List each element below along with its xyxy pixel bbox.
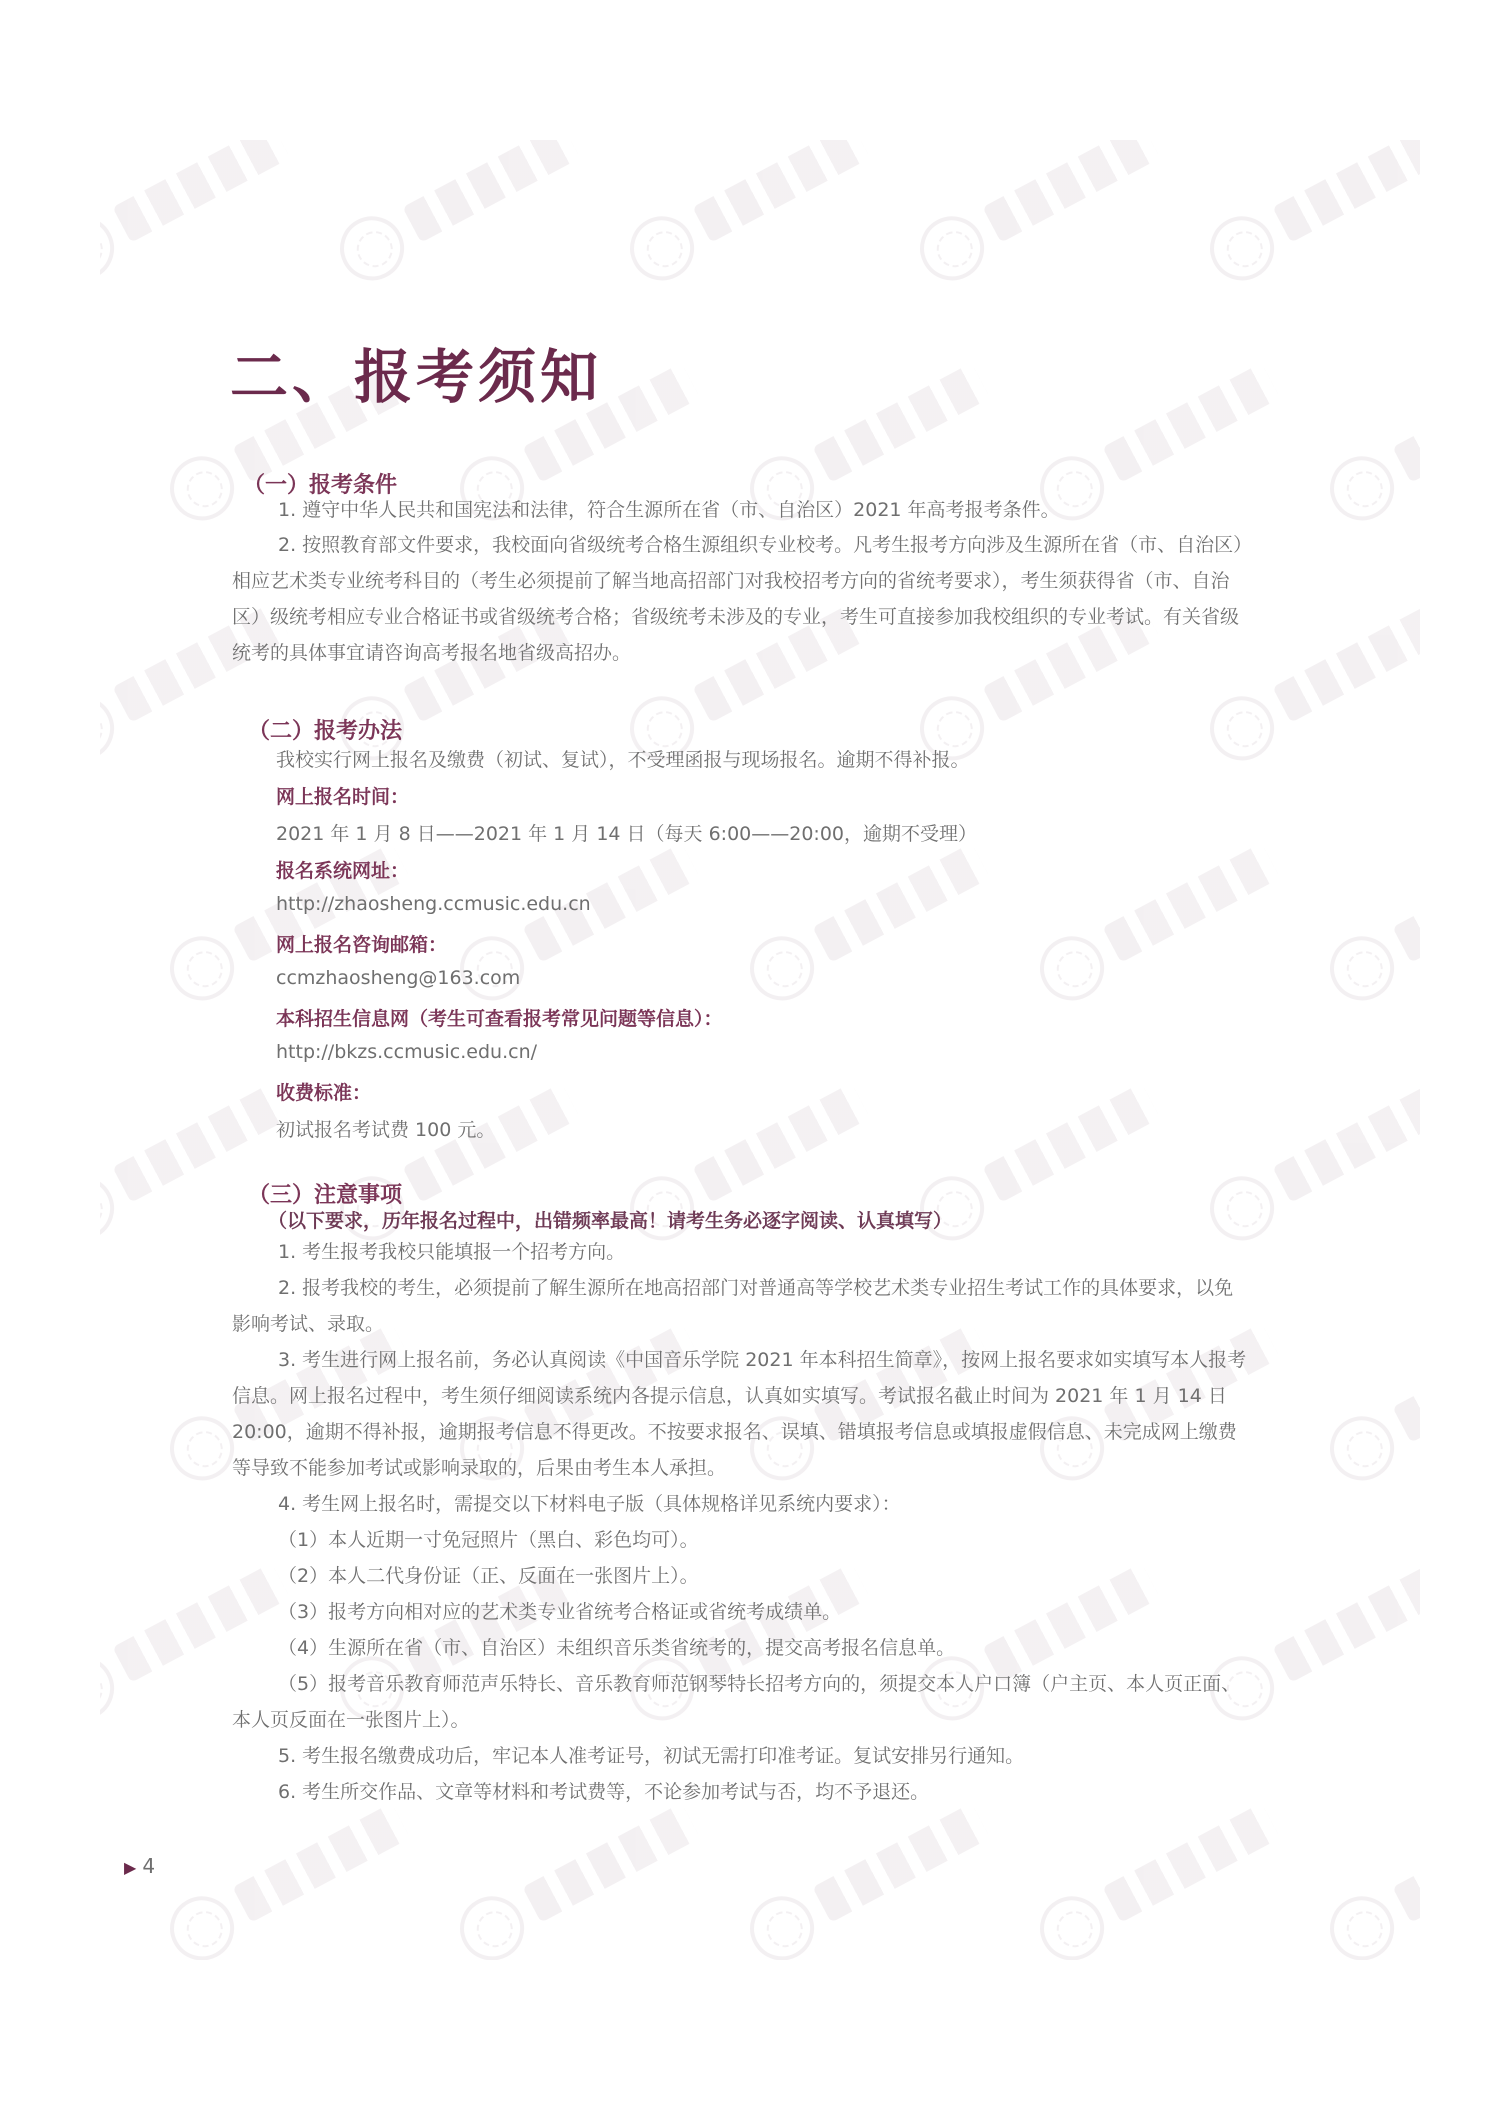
paragraph: 2. 按照教育部文件要求，我校面向省级统考合格生源组织专业校考。凡考生报考方向涉及生源所在省（市、自治区）相应艺术类专业统考科目的（考生必须提前了解当地高招部门对我校招考方向的省统考要求），考生须获得省（市、自治区）级统考相应专业合格证书或省级统考合格；省级统考未涉及的专业，考生可直接参加我校组织的专业考试。有关省级统考的具体事宜请咨询高考报名地省级高招办。 xyxy=(232,534,1243,664)
method-intro: 我校实行网上报名及缴费（初试、复试），不受理函报与现场报名。逾期不得补报。 xyxy=(276,749,970,771)
seal-icon xyxy=(449,1885,536,1960)
seal-icon xyxy=(1029,1885,1116,1960)
seal-icon xyxy=(909,205,996,292)
list-item: （3）报考方向相对应的艺术类专业省统考合格证或省统考成绩单。 xyxy=(278,1601,842,1623)
paragraph: 1. 考生报考我校只能填报一个招考方向。 xyxy=(278,1241,626,1263)
page-title: 二、报考须知 xyxy=(230,343,603,411)
paragraph: 4. 考生网上报名时，需提交以下材料电子版（具体规格详见系统内要求）： xyxy=(278,1493,901,1515)
watermark-glyphs xyxy=(1272,603,1420,723)
watermark-glyphs xyxy=(812,363,990,483)
seal-icon xyxy=(1199,205,1286,292)
watermark-glyphs xyxy=(1272,1083,1420,1203)
watermark-tile xyxy=(899,140,1180,315)
watermark-tile xyxy=(1189,140,1420,315)
info-site-label: 本科招生信息网（考生可查看报考常见问题等信息）： xyxy=(276,1008,723,1030)
inquiry-email-link[interactable]: ccmzhaosheng@163.com xyxy=(276,967,521,989)
watermark-glyphs xyxy=(112,140,290,243)
page-number: 4 xyxy=(142,1854,156,1878)
watermark-glyphs xyxy=(692,140,870,243)
paragraph: 6. 考生所交作品、文章等材料和考试费等，不论参加考试与否，均不予退还。 xyxy=(278,1781,930,1803)
section-heading-notes: （三）注意事项 xyxy=(248,1183,403,1208)
watermark-glyphs xyxy=(522,1803,700,1923)
seal-icon xyxy=(1319,1405,1406,1492)
watermark-tile xyxy=(439,815,720,1034)
seal-icon xyxy=(159,1885,246,1960)
watermark-glyphs xyxy=(1102,363,1280,483)
watermark-glyphs xyxy=(1392,1323,1420,1443)
list-item: （5）报考音乐教育师范声乐特长、音乐教育师范钢琴特长招考方向的，须提交本人户口簿（户主页、本人页正面、本人页反面在一张图片上）。 xyxy=(232,1673,1241,1731)
paragraph: 5. 考生报名缴费成功后，牢记本人准考证号，初试无需打印准考证。复试安排另行通知。 xyxy=(278,1745,1025,1767)
watermark-glyphs xyxy=(1392,1803,1420,1923)
seal-icon xyxy=(329,205,416,292)
seal-icon xyxy=(1319,1885,1406,1960)
watermark-glyphs xyxy=(812,1803,990,1923)
watermark-glyphs xyxy=(982,140,1160,243)
registration-time-label: 网上报名时间： xyxy=(276,786,410,808)
seal-icon xyxy=(1199,685,1286,772)
section-heading-method: （二）报考办法 xyxy=(248,719,403,744)
watermark-glyphs xyxy=(402,140,580,243)
watermark-glyphs xyxy=(1102,843,1280,963)
watermark-tile xyxy=(729,815,1010,1034)
paragraph: 2. 报考我校的考生，必须提前了解生源所在地高招部门对普通高等学校艺术类专业招生考试工作的具体要求，以免影响考试、录取。 xyxy=(232,1277,1234,1335)
watermark-tile xyxy=(1309,1775,1420,1960)
watermark-tile xyxy=(1309,1295,1420,1514)
page-footer xyxy=(124,1854,155,1878)
inquiry-email-label: 网上报名咨询邮箱： xyxy=(276,934,448,956)
watermark-tile xyxy=(149,815,430,1034)
fee-value: 初试报名考试费 100 元。 xyxy=(276,1119,496,1141)
fee-label: 收费标准： xyxy=(276,1082,372,1104)
list-item: （1）本人近期一寸免冠照片（黑白、彩色均可）。 xyxy=(278,1529,699,1551)
seal-icon xyxy=(159,925,246,1012)
list-item: （4）生源所在省（市、自治区）未组织音乐类省统考的，提交高考报名信息单。 xyxy=(278,1637,956,1659)
triangle-right-icon: ▶ xyxy=(124,1858,137,1877)
seal-icon xyxy=(1029,925,1116,1012)
system-url-label: 报名系统网址： xyxy=(276,860,410,882)
seal-icon xyxy=(100,1165,125,1252)
watermark-glyphs xyxy=(1272,140,1420,243)
seal-icon xyxy=(739,1885,826,1960)
seal-icon xyxy=(1319,925,1406,1012)
seal-icon xyxy=(739,925,826,1012)
list-item: （2）本人二代身份证（正、反面在一张图片上）。 xyxy=(278,1565,699,1587)
system-url-link[interactable]: http://zhaosheng.ccmusic.edu.cn xyxy=(276,893,591,915)
watermark-glyphs xyxy=(232,1803,410,1923)
watermark-tile xyxy=(1309,335,1420,554)
info-site-link[interactable]: http://bkzs.ccmusic.edu.cn/ xyxy=(276,1041,538,1063)
watermark-glyphs xyxy=(692,1083,870,1203)
watermark-glyphs xyxy=(1102,1803,1280,1923)
watermark-tile xyxy=(100,140,311,315)
watermark-tile xyxy=(609,140,890,315)
watermark-glyphs xyxy=(1392,843,1420,963)
seal-icon xyxy=(100,205,125,292)
watermark-tile xyxy=(1309,815,1420,1034)
important-note: （以下要求，历年报名过程中，出错频率最高！请考生务必逐字阅读、认真填写） xyxy=(268,1210,953,1232)
paragraph: 3. 考生进行网上报名前，务必认真阅读《中国音乐学院 2021 年本科招生简章》，按网上报名要求如实填写本人报考信息。网上报名过程中，考生须仔细阅读系统内各提示信息，认真如实填写。考试报名截止时间为 2021 年 1 月 14 日 20:00，逾期不得补报，逾期报考信息不得更改。不按要求报名、误填、错填报考信息或填报虚假信息、未完成网上缴费等导致不能参加考试或影响录取的，后果由考生本人承担。 xyxy=(232,1349,1247,1479)
seal-icon xyxy=(100,1645,125,1732)
watermark-glyphs xyxy=(1272,1563,1420,1683)
watermark-glyphs xyxy=(402,1083,580,1203)
seal-icon xyxy=(1319,445,1406,532)
paragraph: 1. 遵守中华人民共和国宪法和法律，符合生源所在省（市、自治区）2021 年高考报考条件。 xyxy=(278,499,1060,521)
watermark-glyphs xyxy=(1392,363,1420,483)
section-heading-conditions: （一）报考条件 xyxy=(243,473,398,498)
seal-icon xyxy=(100,685,125,772)
watermark-glyphs xyxy=(982,1083,1160,1203)
watermark-tile xyxy=(319,140,600,315)
seal-icon xyxy=(619,205,706,292)
registration-time-value: 2021 年 1 月 8 日——2021 年 1 月 14 日（每天 6:00——20:00，逾期不受理） xyxy=(276,823,978,845)
watermark-glyphs xyxy=(812,843,990,963)
watermark-tile xyxy=(1019,815,1300,1034)
